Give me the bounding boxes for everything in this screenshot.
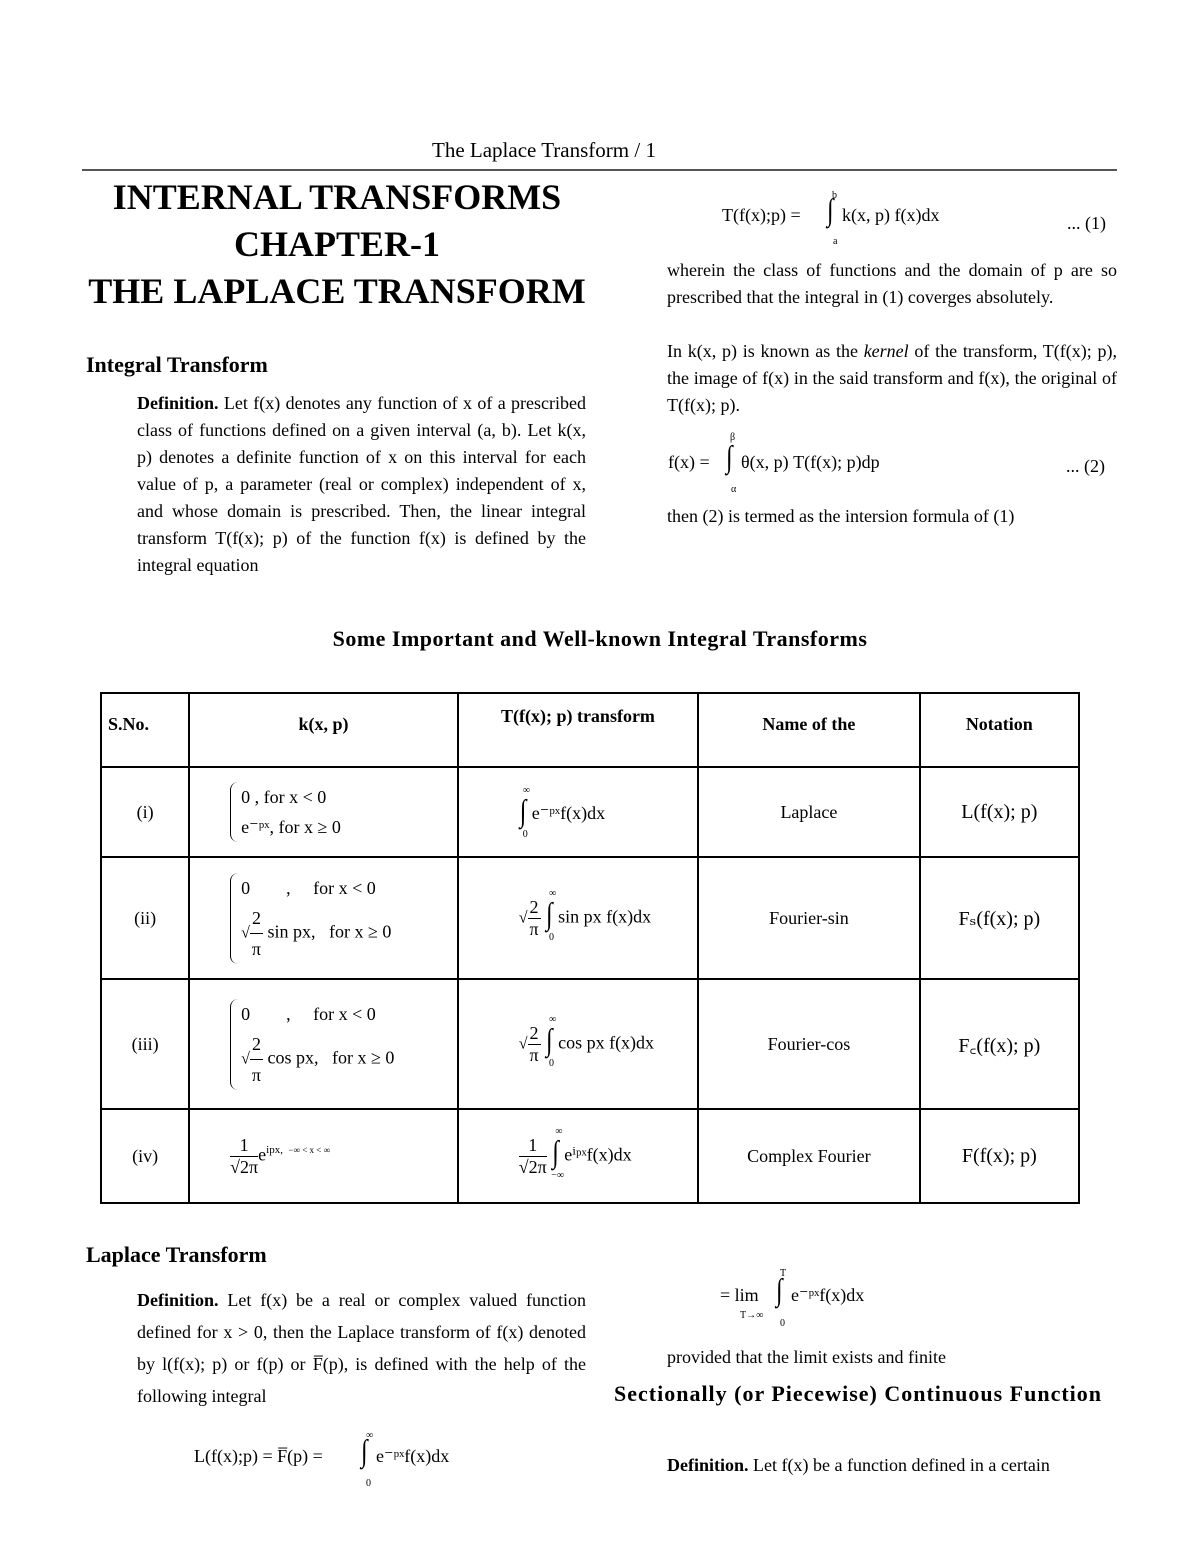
kernel-case-top: 0 , for x < 0 xyxy=(241,877,376,898)
laplace-limit-equation xyxy=(720,1268,980,1330)
laplace-def-text-1: Let f(x) be a real or complex valued function defined for x > 0, then the Laplace transform of f(x) denoted by l(f(x); p) or f(p) or xyxy=(137,1290,587,1374)
kernel-exp-base: e xyxy=(258,1144,267,1165)
piecewise-brace xyxy=(230,873,391,964)
limit-eq-prefix: = lim xyxy=(720,1285,759,1305)
kernel-fn: cos px, xyxy=(267,1047,319,1068)
eq1-tag: ... (1) xyxy=(1067,213,1106,233)
piecewise-brace xyxy=(230,999,394,1090)
col-header-kernel: k(x, p) xyxy=(189,693,458,767)
chapter-title-line2: CHAPTER-1 xyxy=(234,224,440,264)
frac-num: 2 xyxy=(250,1029,263,1060)
name-cell: Fourier-sin xyxy=(698,857,919,979)
integral-transform-definition xyxy=(137,390,586,579)
right-para-1: wherein the class of functions and the domain of p are so prescribed that the integral in (1) coverges absolutely. xyxy=(667,260,1117,307)
frac-den: π xyxy=(251,938,261,959)
sno-cell: (i) xyxy=(101,767,189,857)
t-upper-limit: ∞ xyxy=(549,888,557,900)
transform-expr: e⁻ᵖˣf(x)dx xyxy=(531,802,606,823)
integral-sign-icon: ∫ xyxy=(546,898,553,932)
eq1-lhs: T(f(x);p) = xyxy=(722,205,801,225)
name-cell: Fourier-cos xyxy=(698,979,919,1109)
limit-eq-upper: T xyxy=(780,1268,787,1279)
notation-cell: F꜀(f(x); p) xyxy=(920,979,1079,1109)
fbar-symbol: F̅(p) xyxy=(312,1354,344,1374)
laplace-eq-lhs: L(f(x);p) = F̅(p) = xyxy=(194,1446,323,1466)
chapter-title-line3: THE LAPLACE TRANSFORM xyxy=(88,271,586,311)
t-upper-limit: ∞ xyxy=(522,784,530,796)
sno-cell: (ii) xyxy=(101,857,189,979)
frac-den: √2π xyxy=(230,1156,259,1177)
sectional-definition xyxy=(667,1452,1117,1479)
t-lower-limit: 0 xyxy=(522,828,528,840)
eq2-tag: ... (2) xyxy=(1066,456,1105,476)
t-lower-limit: 0 xyxy=(549,1058,554,1070)
right-para-2 xyxy=(667,338,1117,419)
integral-sign-icon: ∫ xyxy=(519,794,527,829)
sqrt-icon: √ xyxy=(518,909,528,927)
kernel-cell xyxy=(189,1109,458,1203)
kernel-term: kernel xyxy=(863,341,909,361)
integral-sign-icon: ∫ xyxy=(776,1273,783,1308)
frac-num: 2 xyxy=(529,896,539,917)
integral-sign-icon: ∫ xyxy=(726,440,733,475)
sno-cell: (iv) xyxy=(101,1109,189,1203)
right-para-3: then (2) is termed as the intersion formula of (1) xyxy=(667,506,1015,526)
laplace-definition xyxy=(137,1284,586,1412)
frac-num: 2 xyxy=(250,903,263,934)
col-header-transform: T(f(x); p) transform xyxy=(458,693,698,767)
frac-num: 1 xyxy=(519,1135,547,1157)
table-row xyxy=(101,857,1079,979)
kernel-exp-sup: ipx, xyxy=(266,1144,283,1157)
integral-transform-heading: Integral Transform xyxy=(86,352,268,377)
sno-cell: (iii) xyxy=(101,979,189,1109)
laplace-equation xyxy=(194,1430,514,1492)
fraction xyxy=(250,1029,263,1090)
header-rule xyxy=(82,169,1117,171)
name-cell: Complex Fourier xyxy=(698,1109,919,1203)
integral-sign-icon: ∫ xyxy=(552,1136,559,1170)
equation-1 xyxy=(722,190,1117,250)
kernel-cell xyxy=(189,979,458,1109)
transform-expr: cos px f(x)dx xyxy=(558,1032,655,1053)
eq1-lower-limit: a xyxy=(833,236,838,247)
t-lower-limit: −∞ xyxy=(551,1170,564,1182)
table-row xyxy=(101,979,1079,1109)
integral-sign-icon: ∫ xyxy=(361,1434,368,1469)
col-header-name: Name of the xyxy=(698,693,919,767)
kernel-cond: for x ≥ 0 xyxy=(331,1047,395,1068)
kernel-case-top: 0 , for x < 0 xyxy=(241,1003,376,1024)
eq1-rhs: k(x, p) f(x)dx xyxy=(842,205,940,225)
kernel-cell xyxy=(189,767,458,857)
fraction xyxy=(519,1135,547,1178)
eq2-rhs: θ(x, p) T(f(x); p)dp xyxy=(741,452,880,472)
frac-den: π xyxy=(529,918,539,939)
sectional-heading: Sectionally (or Piecewise) Continuous Function xyxy=(614,1381,1103,1406)
t-upper-limit: ∞ xyxy=(549,1014,557,1026)
notation-cell: Fₛ(f(x); p) xyxy=(920,857,1079,979)
kernel-cell xyxy=(189,857,458,979)
transform-cell xyxy=(458,857,698,979)
equation-2 xyxy=(668,432,1117,496)
definition-text: Let f(x) denotes any function of x of a prescribed class of functions defined on a given interval (a, b). Let k(x, p) denotes a definite function of x on this interval for each value of p, a parameter (real or complex) independent of x, and whose domain is prescribed. Then, the linear integral transform T(f(x); p) of the function f(x) is defined by the integral equation xyxy=(137,393,587,575)
name-cell: Laplace xyxy=(698,767,919,857)
definition-label: Definition. xyxy=(667,1455,749,1475)
kernel-case-bottom: e⁻ᵖˣ, for x ≥ 0 xyxy=(241,817,341,837)
piecewise-brace xyxy=(230,782,341,842)
definition-label: Definition. xyxy=(137,1290,219,1310)
col-header-notation: Notation xyxy=(920,693,1079,767)
eq1-upper-limit: b xyxy=(832,190,837,201)
eq2-lhs: f(x) = xyxy=(668,452,710,472)
sqrt-icon: √ xyxy=(241,924,250,942)
table-row xyxy=(101,1109,1079,1203)
provided-text: provided that the limit exists and finite xyxy=(667,1347,946,1367)
eq2-upper-limit: β xyxy=(730,432,736,443)
laplace-eq-rhs: e⁻ᵖˣf(x)dx xyxy=(376,1446,450,1466)
laplace-heading: Laplace Transform xyxy=(86,1242,267,1267)
limit-eq-rhs: e⁻ᵖˣf(x)dx xyxy=(791,1285,865,1305)
transform-cell xyxy=(458,767,698,857)
transform-expr: sin px f(x)dx xyxy=(558,906,652,927)
kernel-cond: for x ≥ 0 xyxy=(328,921,392,942)
right-para-2-b: of the transform, T(f(x); p), the image of f(x) in the said transform and f(x), the original of T(f(x); p). xyxy=(667,341,1117,415)
limit-eq-lower: 0 xyxy=(780,1318,785,1329)
frac-num: 2 xyxy=(529,1022,539,1043)
sqrt-icon: √ xyxy=(241,1050,250,1068)
kernel-case-top: 0 , for x < 0 xyxy=(241,787,327,807)
table-header-row xyxy=(101,693,1079,767)
laplace-eq-upper: ∞ xyxy=(366,1430,374,1441)
t-upper-limit: ∞ xyxy=(555,1126,563,1138)
sqrt-icon: √ xyxy=(518,1035,528,1053)
fraction xyxy=(528,1023,541,1066)
col-header-sno: S.No. xyxy=(101,693,189,767)
transform-expr: eⁱᵖˣf(x)dx xyxy=(564,1144,632,1165)
kernel-case-bottom xyxy=(241,1029,394,1090)
sectional-def-text: Let f(x) be a function defined in a certain xyxy=(753,1455,1050,1475)
laplace-def-text-2: , is defined with the help of the following integral xyxy=(137,1354,586,1406)
fraction xyxy=(250,903,263,964)
fraction xyxy=(230,1135,258,1178)
transform-cell xyxy=(458,979,698,1109)
table-title: Some Important and Well-known Integral Transforms xyxy=(332,626,868,651)
limit-eq-sub: T→∞ xyxy=(740,1310,764,1321)
table-row xyxy=(101,767,1079,857)
fraction xyxy=(528,897,541,940)
integral-sign-icon: ∫ xyxy=(546,1024,553,1058)
running-title: The Laplace Transform / 1 xyxy=(432,138,656,162)
notation-cell: L(f(x); p) xyxy=(920,767,1079,857)
definition-label: Definition. xyxy=(137,393,219,413)
right-para-2-a: In k(x, p) is known as the xyxy=(667,341,864,361)
eq2-lower-limit: α xyxy=(731,484,737,495)
frac-num: 1 xyxy=(230,1135,258,1157)
t-lower-limit: 0 xyxy=(549,932,554,944)
chapter-title-line1: INTERNAL TRANSFORMS xyxy=(112,177,562,217)
notation-cell: F(f(x); p) xyxy=(920,1109,1079,1203)
integral-transforms-table xyxy=(100,692,1080,1204)
frac-den: √2π xyxy=(518,1156,547,1177)
frac-den: π xyxy=(529,1044,539,1065)
frac-den: π xyxy=(251,1064,261,1085)
integral-sign-icon: ∫ xyxy=(827,193,834,228)
laplace-eq-lower: 0 xyxy=(366,1478,371,1489)
kernel-range: −∞ < x < ∞ xyxy=(288,1145,331,1156)
kernel-case-bottom xyxy=(241,903,391,964)
transform-cell xyxy=(458,1109,698,1203)
kernel-fn: sin px, xyxy=(267,921,316,942)
